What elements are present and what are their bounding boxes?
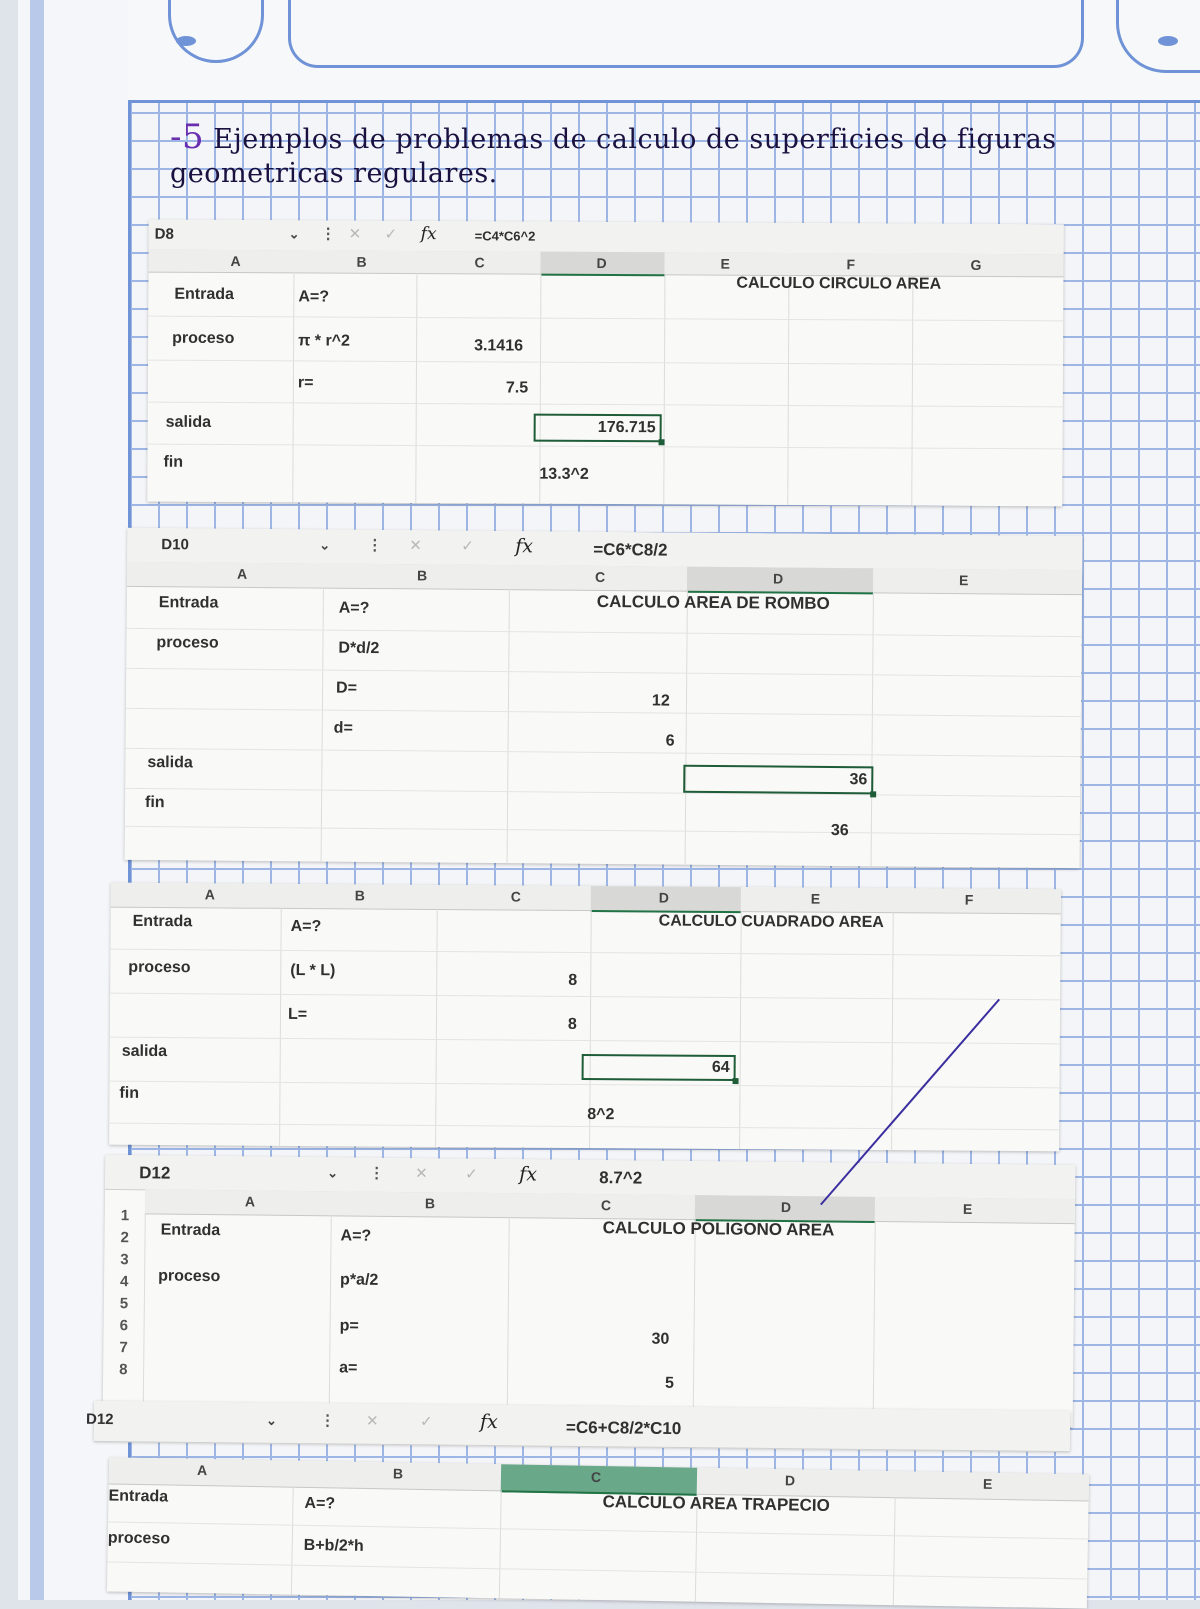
column-header[interactable]: C xyxy=(474,254,485,271)
header-dot-right xyxy=(1158,36,1178,46)
row-header[interactable]: 6 xyxy=(119,1317,129,1335)
label-fin[interactable]: fin xyxy=(144,794,165,812)
fx-icon[interactable]: fx xyxy=(515,535,534,558)
name-box[interactable]: D12 xyxy=(85,1410,114,1429)
column-header[interactable]: B xyxy=(424,1195,436,1212)
section-number: -5 xyxy=(170,117,205,157)
cell-b-proceso[interactable]: B+b/2*h xyxy=(303,1536,364,1555)
column-header[interactable]: E xyxy=(982,1475,993,1492)
cancel-icon[interactable]: ✕ xyxy=(348,225,362,243)
cell-b-d[interactable]: d= xyxy=(333,719,353,737)
cell-c-fin[interactable]: 13.3^2 xyxy=(539,465,589,483)
fx-icon[interactable]: fx xyxy=(519,1163,538,1186)
selected-cell[interactable] xyxy=(582,1054,736,1081)
cell-b-D[interactable]: D= xyxy=(336,679,358,697)
cell-c-r[interactable]: 7.5 xyxy=(505,379,529,397)
cell-b-r[interactable]: r= xyxy=(297,374,314,392)
chevron-down-icon[interactable]: ⌄ xyxy=(288,226,300,242)
cell-b-entrada[interactable]: A=? xyxy=(304,1494,336,1513)
cell-b-entrada[interactable]: A=? xyxy=(298,288,330,306)
column-header[interactable]: B xyxy=(416,567,428,584)
spreadsheet-cuadrado xyxy=(109,883,1061,1152)
formula-input[interactable]: 8.7^2 xyxy=(599,1168,643,1188)
cell-b-p[interactable]: p= xyxy=(339,1317,359,1335)
column-header[interactable]: C xyxy=(600,1197,612,1214)
chevron-down-icon[interactable]: ⌄ xyxy=(265,1412,278,1428)
label-entrada[interactable]: Entrada xyxy=(174,285,234,304)
column-header[interactable]: D xyxy=(784,1472,796,1489)
column-header[interactable]: D xyxy=(772,570,784,587)
label-entrada[interactable]: Entrada xyxy=(160,1221,221,1240)
cell-c-proceso[interactable]: 8 xyxy=(568,971,578,989)
cell-d-result[interactable]: 64 xyxy=(711,1058,730,1077)
label-proceso[interactable]: proceso xyxy=(158,1267,221,1286)
column-header[interactable]: C xyxy=(510,888,522,905)
column-header[interactable]: D xyxy=(596,254,607,272)
enter-icon[interactable]: ✓ xyxy=(465,1165,478,1183)
column-header[interactable]: A xyxy=(237,565,248,582)
cell-b-a[interactable]: a= xyxy=(339,1359,358,1377)
row-header[interactable]: 8 xyxy=(119,1361,128,1379)
label-entrada[interactable]: Entrada xyxy=(158,594,219,612)
row-header[interactable]: 3 xyxy=(120,1251,129,1269)
dots-icon: ⋮ xyxy=(369,1164,385,1182)
cell-b-entrada[interactable]: A=? xyxy=(340,1227,372,1245)
chevron-down-icon[interactable]: ⌄ xyxy=(319,537,331,553)
selected-cell[interactable] xyxy=(534,414,662,443)
column-header[interactable]: C xyxy=(590,1468,602,1486)
enter-icon[interactable]: ✓ xyxy=(419,1413,433,1431)
column-header[interactable]: F xyxy=(846,256,856,273)
dots-icon: ⋮ xyxy=(319,1412,336,1430)
column-headers xyxy=(111,883,1061,915)
column-header[interactable]: G xyxy=(970,256,982,273)
column-header[interactable]: E xyxy=(720,255,730,272)
label-entrada[interactable]: Entrada xyxy=(108,1487,169,1506)
cell-c-pi[interactable]: 3.1416 xyxy=(474,337,524,355)
dots-icon: ⋮ xyxy=(367,536,383,555)
column-header[interactable]: E xyxy=(810,890,821,907)
cell-d-result[interactable]: 36 xyxy=(849,771,868,789)
label-proceso[interactable]: proceso xyxy=(172,329,235,348)
cell-b-proceso[interactable]: (L * L) xyxy=(290,961,336,980)
chevron-down-icon[interactable]: ⌄ xyxy=(327,1165,339,1181)
column-header[interactable]: A xyxy=(230,253,241,270)
sheet-title: CALCULO CIRCULO AREA xyxy=(736,274,942,293)
cell-d-result[interactable]: 176.715 xyxy=(597,418,656,437)
row-header[interactable]: 4 xyxy=(119,1273,129,1291)
label-salida[interactable]: salida xyxy=(165,413,212,431)
cell-b-proceso[interactable]: p*a/2 xyxy=(340,1271,379,1289)
column-header[interactable]: C xyxy=(594,568,606,586)
column-header[interactable]: B xyxy=(392,1465,404,1482)
fx-icon[interactable]: fx xyxy=(479,1410,498,1434)
header-decoration-center xyxy=(288,0,1084,68)
spreadsheet-trapecio xyxy=(107,1457,1089,1608)
column-header[interactable]: A xyxy=(196,1461,208,1479)
column-header[interactable]: B xyxy=(356,253,367,270)
row-header[interactable]: 5 xyxy=(119,1295,129,1313)
sheet-title: CALCULO AREA DE ROMBO xyxy=(596,591,830,613)
label-proceso[interactable]: proceso xyxy=(107,1529,171,1548)
formula-input[interactable]: =C6+C8/2*C10 xyxy=(565,1417,682,1439)
row-header[interactable]: 1 xyxy=(120,1207,130,1225)
label-entrada[interactable]: Entrada xyxy=(132,912,193,931)
enter-icon[interactable]: ✓ xyxy=(461,537,474,555)
column-header[interactable]: D xyxy=(658,889,670,906)
cell-b-L[interactable]: L= xyxy=(287,1005,308,1024)
name-box[interactable]: D12 xyxy=(139,1163,171,1183)
cell-b-entrada[interactable]: A=? xyxy=(290,917,322,936)
cell-c-a[interactable]: 5 xyxy=(664,1374,675,1392)
cell-b-entrada[interactable]: A=? xyxy=(338,599,370,617)
column-header[interactable]: E xyxy=(962,1200,973,1218)
row-header[interactable]: 7 xyxy=(119,1339,128,1357)
row-header[interactable]: 2 xyxy=(120,1229,129,1247)
name-box[interactable]: D10 xyxy=(161,536,189,554)
column-header[interactable]: A xyxy=(244,1193,256,1210)
selected-cell[interactable] xyxy=(683,765,873,795)
column-headers xyxy=(148,250,1063,278)
cell-c-fin[interactable]: 8^2 xyxy=(587,1106,615,1124)
dots-icon: ⋮ xyxy=(320,225,336,243)
cell-b-proceso[interactable]: π * r^2 xyxy=(298,332,350,350)
label-proceso[interactable]: proceso xyxy=(128,958,191,977)
fx-icon[interactable]: fx xyxy=(420,224,437,245)
column-header[interactable]: E xyxy=(958,572,969,589)
spreadsheet-rombo xyxy=(125,528,1083,868)
cancel-icon[interactable]: ✕ xyxy=(365,1412,379,1430)
enter-icon[interactable]: ✓ xyxy=(384,225,398,243)
label-salida[interactable]: salida xyxy=(121,1042,168,1061)
cell-c-d[interactable]: 6 xyxy=(665,732,675,750)
formula-input[interactable]: =C4*C6^2 xyxy=(474,228,536,244)
cell-d-fin[interactable]: 36 xyxy=(830,821,849,840)
formula-input[interactable]: =C6*C8/2 xyxy=(593,539,668,560)
label-fin[interactable]: fin xyxy=(163,453,184,471)
title-line-1: Ejemplos de problemas de calculo de superficies de figuras xyxy=(213,124,1057,155)
column-header[interactable]: F xyxy=(964,891,974,908)
cell-b-proceso[interactable]: D*d/2 xyxy=(338,639,380,658)
title-line-2: geometricas regulares. xyxy=(170,158,498,189)
column-header[interactable]: B xyxy=(354,887,366,904)
column-header[interactable]: A xyxy=(204,886,216,903)
column-header[interactable]: D xyxy=(780,1199,792,1216)
cell-c-L[interactable]: 8 xyxy=(567,1015,577,1033)
label-salida[interactable]: salida xyxy=(147,754,193,772)
cancel-icon[interactable]: ✕ xyxy=(409,537,422,555)
sheet-title: CALCULO AREA TRAPECIO xyxy=(602,1492,830,1516)
spreadsheet-circle xyxy=(147,220,1063,507)
page-title xyxy=(170,117,1170,191)
label-fin[interactable]: fin xyxy=(119,1084,140,1102)
cell-c-D[interactable]: 12 xyxy=(651,692,670,710)
sheet-title: CALCULO POLIGONO AREA xyxy=(602,1218,835,1240)
cell-c-p[interactable]: 30 xyxy=(651,1330,670,1348)
label-proceso[interactable]: proceso xyxy=(156,634,219,652)
cancel-icon[interactable]: ✕ xyxy=(415,1165,428,1183)
header-dot-left xyxy=(176,36,196,46)
name-box[interactable]: D8 xyxy=(154,225,174,243)
sheet-title: CALCULO CUADRADO AREA xyxy=(658,912,884,932)
